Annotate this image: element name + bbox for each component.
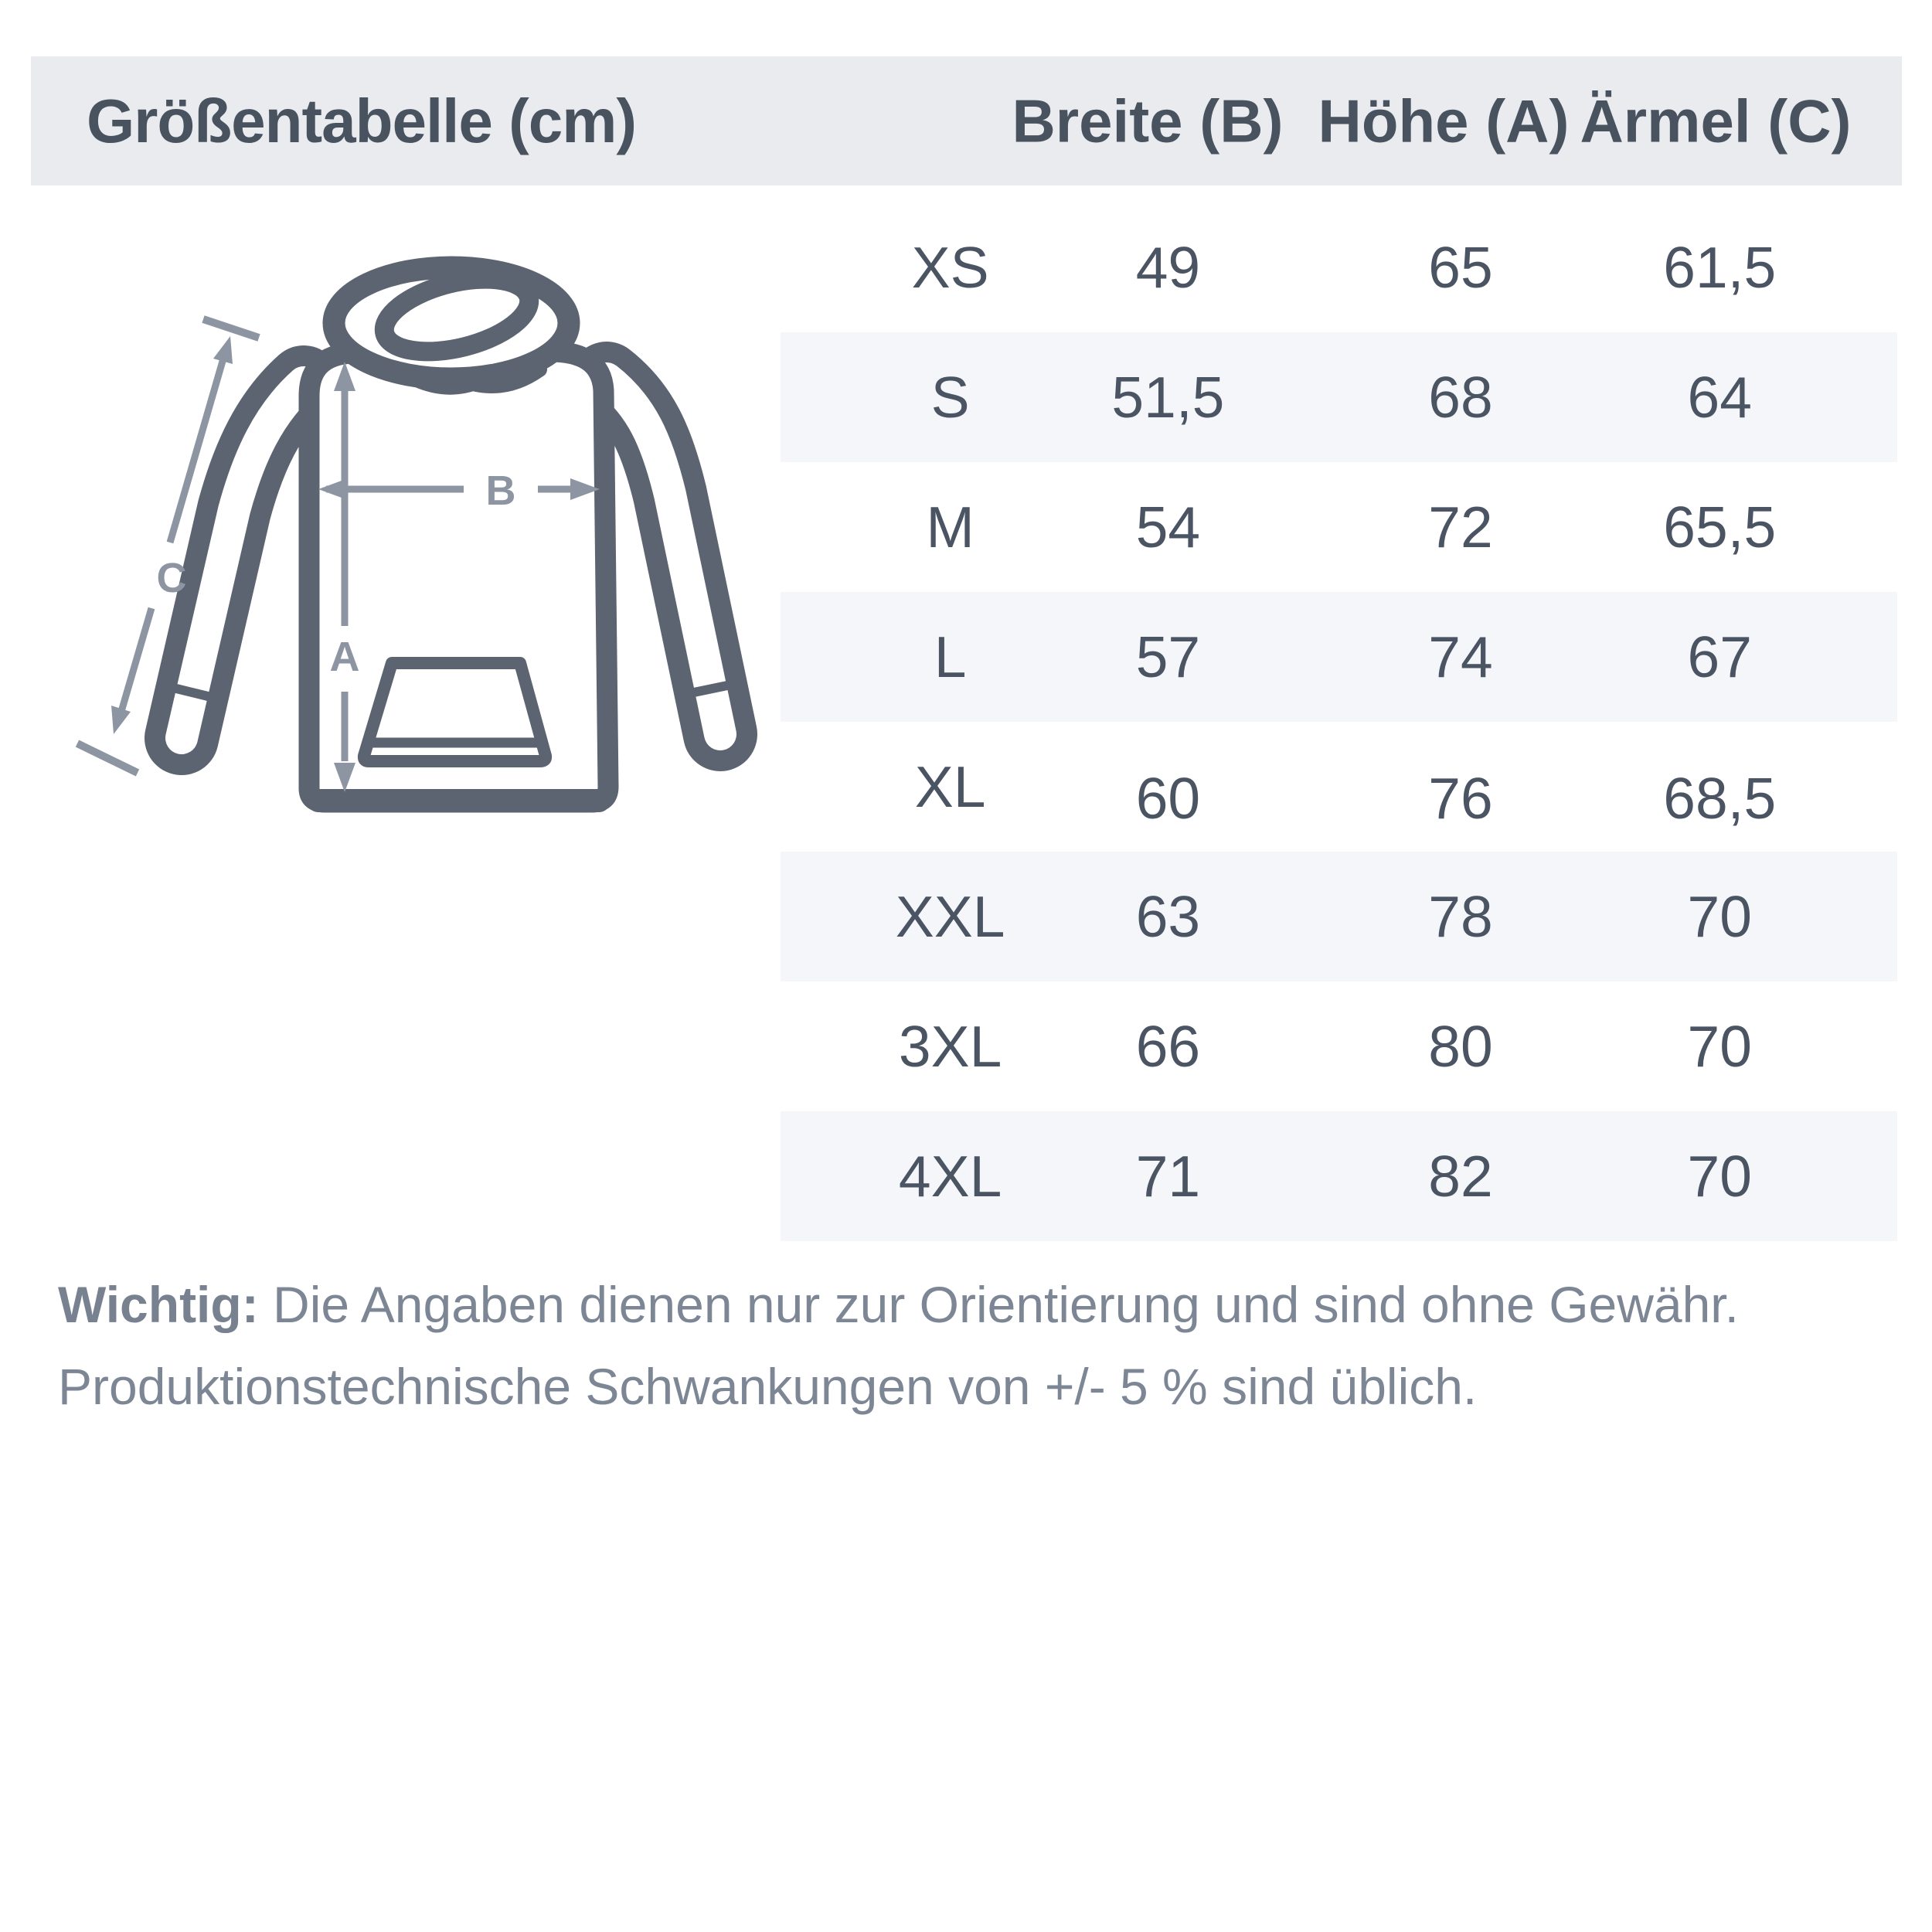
breite-value-cell: 60 [1135,766,1201,831]
aermel-value-cell: 70 [1687,1144,1752,1209]
aermel-value-cell: 68,5 [1663,766,1777,831]
note-prefix: Wichtig: [58,1276,259,1333]
size-label-cell: 3XL [898,1014,1002,1079]
size-chart-title: Größentabelle (cm) [87,86,637,155]
note [58,1264,1897,1427]
hoehe-value-cell: 72 [1428,495,1493,560]
column-header-aermel: Ärmel (C) [1580,87,1852,155]
dimension-label-b: B [485,468,516,514]
aermel-value-cell: 67 [1687,624,1752,689]
hoehe-value-cell: 74 [1428,624,1493,689]
note-line1: Die Angaben dienen nur zur Orientierung und sind ohne Gewähr. [273,1276,1739,1333]
hoehe-value-cell: 80 [1428,1014,1493,1079]
size-label-cell: 4XL [898,1144,1002,1209]
size-label-cell: M [926,495,975,560]
table-row [781,1111,1897,1241]
size-table-body [781,202,1897,1241]
note-line2: Produktionstechnische Schwankungen von +/- 5 % sind üblich. [58,1357,1478,1415]
breite-value-cell: 66 [1135,1014,1201,1079]
table-row [781,852,1897,981]
aermel-value-cell: 70 [1687,1014,1752,1079]
breite-value-cell: 49 [1135,235,1201,300]
size-chart-header-bar [31,56,1902,185]
table-row [781,332,1897,462]
table-row [781,722,1897,852]
table-row [781,202,1897,332]
hoehe-value-cell: 68 [1428,365,1493,430]
hoehe-value-cell: 65 [1428,235,1493,300]
hoehe-value-cell: 78 [1428,884,1493,949]
size-label-cell: XL [914,754,986,819]
column-header-hoehe: Höhe (A) [1318,87,1570,155]
table-row [781,592,1897,722]
hoodie-outline-icon [173,266,731,802]
size-label-cell: XXL [895,884,1005,949]
size-label-cell: XS [911,235,989,300]
note-text [58,1264,1897,1427]
size-label-cell: S [930,365,970,430]
aermel-value-cell: 61,5 [1663,235,1777,300]
breite-value-cell: 51,5 [1111,365,1225,430]
aermel-value-cell: 64 [1687,365,1752,430]
aermel-value-cell: 70 [1687,884,1752,949]
hoehe-value-cell: 76 [1428,766,1493,831]
table-row [781,981,1897,1111]
column-header-breite: Breite (B) [1012,87,1284,155]
breite-value-cell: 63 [1135,884,1201,949]
dimension-label-c: C [156,555,187,601]
aermel-value-cell: 65,5 [1663,495,1777,560]
size-label-cell: L [934,624,967,689]
table-row [781,462,1897,592]
hoehe-value-cell: 82 [1428,1144,1493,1209]
breite-value-cell: 71 [1135,1144,1201,1209]
breite-value-cell: 54 [1135,495,1201,560]
hoodie-size-diagram [46,193,788,835]
breite-value-cell: 57 [1135,624,1201,689]
dimension-label-a: A [329,634,360,680]
